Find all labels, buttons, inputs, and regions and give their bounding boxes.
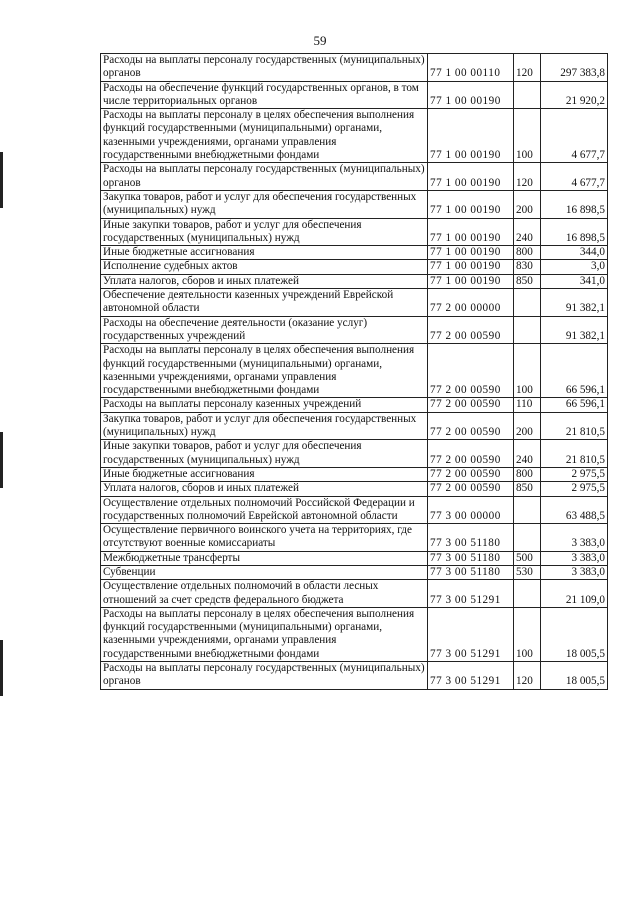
expense-type-cell: 100 <box>514 109 541 163</box>
amount-cell: 341,0 <box>541 274 608 288</box>
amount-cell: 4 677,7 <box>541 163 608 191</box>
budget-table <box>100 53 608 690</box>
table-row <box>101 163 608 191</box>
table-row <box>101 607 608 661</box>
budget-table-body <box>101 54 608 690</box>
amount-cell: 18 005,5 <box>541 662 608 690</box>
table-row <box>101 81 608 109</box>
target-code-cell: 77 1 00 00190 <box>428 218 514 246</box>
table-row <box>101 260 608 274</box>
expense-name-cell: Иные закупки товаров, работ и услуг для обеспечения государственных (муниципальных) нужд <box>101 440 428 468</box>
expense-name-cell: Обеспечение деятельности казенных учреждений Еврейской автономной области <box>101 289 428 317</box>
table-row <box>101 440 608 468</box>
amount-cell: 4 677,7 <box>541 109 608 163</box>
amount-cell: 3,0 <box>541 260 608 274</box>
amount-cell: 91 382,1 <box>541 316 608 344</box>
target-code-cell: 77 3 00 51180 <box>428 524 514 552</box>
amount-cell: 18 005,5 <box>541 607 608 661</box>
expense-type-cell: 200 <box>514 190 541 218</box>
table-row <box>101 316 608 344</box>
target-code-cell: 77 1 00 00190 <box>428 274 514 288</box>
expense-type-cell: 800 <box>514 467 541 481</box>
expense-type-cell: 240 <box>514 440 541 468</box>
expense-type-cell: 530 <box>514 565 541 579</box>
table-row <box>101 565 608 579</box>
table-row <box>101 398 608 412</box>
table-row <box>101 467 608 481</box>
target-code-cell: 77 2 00 00590 <box>428 467 514 481</box>
amount-cell: 21 810,5 <box>541 412 608 440</box>
amount-cell: 91 382,1 <box>541 289 608 317</box>
expense-name-cell: Закупка товаров, работ и услуг для обеспечения государственных (муниципальных) нужд <box>101 190 428 218</box>
amount-cell: 63 488,5 <box>541 496 608 524</box>
table-row <box>101 289 608 317</box>
expense-name-cell: Расходы на обеспечение функций государственных органов, в том числе территориальных органов <box>101 81 428 109</box>
target-code-cell: 77 1 00 00190 <box>428 81 514 109</box>
expense-name-cell: Исполнение судебных актов <box>101 260 428 274</box>
table-row <box>101 274 608 288</box>
expense-type-cell <box>514 81 541 109</box>
table-row <box>101 496 608 524</box>
target-code-cell: 77 3 00 00000 <box>428 496 514 524</box>
table-row <box>101 54 608 82</box>
expense-type-cell <box>514 316 541 344</box>
expense-type-cell: 850 <box>514 274 541 288</box>
expense-type-cell: 500 <box>514 551 541 565</box>
expense-name-cell: Уплата налогов, сборов и иных платежей <box>101 274 428 288</box>
amount-cell: 3 383,0 <box>541 524 608 552</box>
binding-mark <box>0 640 3 696</box>
table-row <box>101 218 608 246</box>
expense-name-cell: Расходы на выплаты персоналу в целях обеспечения выполнения функций государственными (муниципальными) органами, казенными учреждениями, органами управления государственными внебюджетными фондами <box>101 607 428 661</box>
expense-name-cell: Расходы на обеспечение деятельности (оказание услуг) государственных учреждений <box>101 316 428 344</box>
expense-type-cell <box>514 496 541 524</box>
table-row <box>101 580 608 608</box>
amount-cell: 21 920,2 <box>541 81 608 109</box>
expense-type-cell <box>514 289 541 317</box>
expense-name-cell: Расходы на выплаты персоналу казенных учреждений <box>101 398 428 412</box>
expense-type-cell: 120 <box>514 163 541 191</box>
target-code-cell: 77 2 00 00590 <box>428 440 514 468</box>
amount-cell: 297 383,8 <box>541 54 608 82</box>
table-row <box>101 190 608 218</box>
amount-cell: 2 975,5 <box>541 467 608 481</box>
target-code-cell: 77 1 00 00190 <box>428 109 514 163</box>
expense-type-cell: 830 <box>514 260 541 274</box>
amount-cell: 16 898,5 <box>541 218 608 246</box>
expense-name-cell: Расходы на выплаты персоналу в целях обеспечения выполнения функций государственными (муниципальными) органами, казенными учреждениями, органами управления государственными внебюджетными фондами <box>101 344 428 398</box>
expense-name-cell: Расходы на выплаты персоналу государственных (муниципальных) органов <box>101 54 428 82</box>
amount-cell: 21 109,0 <box>541 580 608 608</box>
expense-type-cell: 110 <box>514 398 541 412</box>
expense-type-cell: 120 <box>514 662 541 690</box>
expense-type-cell: 200 <box>514 412 541 440</box>
target-code-cell: 77 2 00 00590 <box>428 316 514 344</box>
amount-cell: 66 596,1 <box>541 398 608 412</box>
table-row <box>101 109 608 163</box>
table-row <box>101 551 608 565</box>
expense-type-cell: 100 <box>514 344 541 398</box>
table-row <box>101 482 608 496</box>
expense-type-cell: 120 <box>514 54 541 82</box>
amount-cell: 3 383,0 <box>541 565 608 579</box>
amount-cell: 16 898,5 <box>541 190 608 218</box>
amount-cell: 2 975,5 <box>541 482 608 496</box>
expense-type-cell <box>514 580 541 608</box>
target-code-cell: 77 1 00 00110 <box>428 54 514 82</box>
expense-name-cell: Субвенции <box>101 565 428 579</box>
table-row <box>101 344 608 398</box>
amount-cell: 21 810,5 <box>541 440 608 468</box>
expense-name-cell: Закупка товаров, работ и услуг для обеспечения государственных (муниципальных) нужд <box>101 412 428 440</box>
target-code-cell: 77 1 00 00190 <box>428 246 514 260</box>
expense-name-cell: Осуществление отдельных полномочий Российской Федерации и государственных полномочий Еврейской автономной области <box>101 496 428 524</box>
target-code-cell: 77 2 00 00000 <box>428 289 514 317</box>
target-code-cell: 77 2 00 00590 <box>428 344 514 398</box>
table-row <box>101 412 608 440</box>
expense-type-cell <box>514 524 541 552</box>
expense-type-cell: 240 <box>514 218 541 246</box>
expense-name-cell: Осуществление первичного воинского учета на территориях, где отсутствуют военные комиссариаты <box>101 524 428 552</box>
target-code-cell: 77 3 00 51291 <box>428 580 514 608</box>
table-row <box>101 662 608 690</box>
expense-type-cell: 850 <box>514 482 541 496</box>
amount-cell: 66 596,1 <box>541 344 608 398</box>
target-code-cell: 77 1 00 00190 <box>428 163 514 191</box>
expense-name-cell: Иные бюджетные ассигнования <box>101 467 428 481</box>
binding-mark <box>0 432 3 488</box>
target-code-cell: 77 1 00 00190 <box>428 190 514 218</box>
target-code-cell: 77 3 00 51291 <box>428 607 514 661</box>
amount-cell: 3 383,0 <box>541 551 608 565</box>
target-code-cell: 77 3 00 51291 <box>428 662 514 690</box>
page-number: 59 <box>313 33 327 48</box>
target-code-cell: 77 1 00 00190 <box>428 260 514 274</box>
expense-name-cell: Иные закупки товаров, работ и услуг для обеспечения государственных (муниципальных) нужд <box>101 218 428 246</box>
expense-name-cell: Уплата налогов, сборов и иных платежей <box>101 482 428 496</box>
expense-type-cell: 100 <box>514 607 541 661</box>
target-code-cell: 77 2 00 00590 <box>428 482 514 496</box>
target-code-cell: 77 3 00 51180 <box>428 565 514 579</box>
expense-type-cell: 800 <box>514 246 541 260</box>
table-row <box>101 246 608 260</box>
target-code-cell: 77 3 00 51180 <box>428 551 514 565</box>
target-code-cell: 77 2 00 00590 <box>428 412 514 440</box>
expense-name-cell: Иные бюджетные ассигнования <box>101 246 428 260</box>
amount-cell: 344,0 <box>541 246 608 260</box>
table-row <box>101 524 608 552</box>
expense-name-cell: Расходы на выплаты персоналу государственных (муниципальных) органов <box>101 163 428 191</box>
expense-name-cell: Межбюджетные трансферты <box>101 551 428 565</box>
target-code-cell: 77 2 00 00590 <box>428 398 514 412</box>
expense-name-cell: Расходы на выплаты персоналу в целях обеспечения выполнения функций государственными (муниципальными) органами, казенными учреждениями, органами управления государственными внебюджетными фондами <box>101 109 428 163</box>
expense-name-cell: Расходы на выплаты персоналу государственных (муниципальных) органов <box>101 662 428 690</box>
binding-mark <box>0 152 3 208</box>
expense-name-cell: Осуществление отдельных полномочий в области лесных отношений за счет средств федерального бюджета <box>101 580 428 608</box>
